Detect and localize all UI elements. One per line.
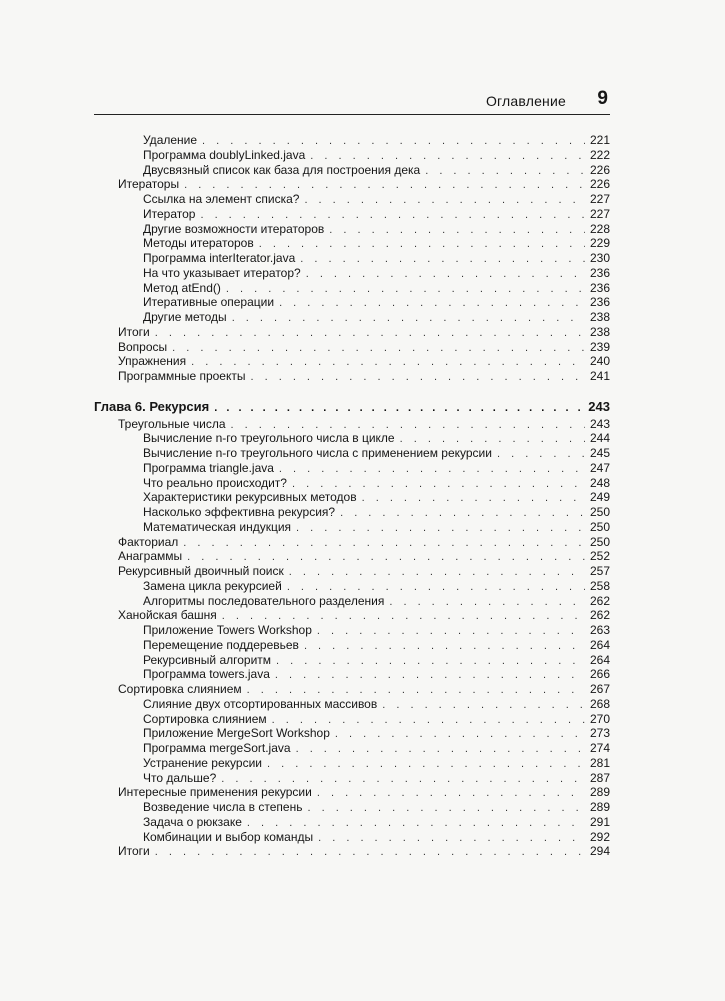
toc-entry bbox=[143, 623, 610, 638]
toc-entry-title: Слияние двух отсортированных массивов bbox=[143, 697, 378, 711]
header-title: Оглавление bbox=[485, 93, 566, 109]
toc-entry-title: Устранение рекурсии bbox=[143, 756, 262, 770]
toc-entry-page: 221 bbox=[589, 133, 610, 147]
dot-leader bbox=[232, 311, 585, 325]
toc-entry bbox=[143, 594, 610, 609]
toc-chapter bbox=[94, 400, 610, 415]
dot-leader bbox=[317, 624, 585, 638]
dot-leader bbox=[329, 223, 585, 237]
toc-entry-page: 236 bbox=[589, 266, 610, 280]
toc-entry bbox=[143, 579, 610, 594]
toc-entry-page: 250 bbox=[589, 535, 610, 549]
dot-leader bbox=[389, 595, 585, 609]
toc-entry-page: 274 bbox=[589, 741, 610, 755]
toc-entry bbox=[143, 163, 610, 178]
dot-leader bbox=[259, 237, 585, 251]
dot-leader bbox=[250, 370, 584, 384]
dot-leader bbox=[155, 326, 585, 340]
dot-leader bbox=[222, 609, 585, 623]
toc-entry-page: 228 bbox=[589, 222, 610, 236]
dot-leader bbox=[306, 267, 585, 281]
dot-leader bbox=[202, 134, 585, 148]
dot-leader bbox=[304, 193, 585, 207]
toc-entry bbox=[118, 549, 610, 564]
toc-entry-page: 252 bbox=[589, 549, 610, 563]
toc-entry-page: 291 bbox=[589, 815, 610, 829]
dot-leader bbox=[200, 208, 585, 222]
toc-entry-title: Итоги bbox=[118, 844, 150, 858]
dot-leader bbox=[279, 462, 585, 476]
toc-entry-title: Упражнения bbox=[118, 354, 187, 368]
toc-entry bbox=[143, 830, 610, 845]
toc-entry-page: 264 bbox=[589, 638, 610, 652]
toc-entry bbox=[143, 476, 610, 491]
toc-entry-title: Насколько эффективна рекурсия? bbox=[143, 505, 336, 519]
dot-leader bbox=[247, 816, 585, 830]
dot-leader bbox=[272, 713, 585, 727]
toc-entry-title: Приложение Towers Workshop bbox=[143, 623, 312, 637]
toc-entry-title: Программа towers.java bbox=[143, 667, 270, 681]
dot-leader bbox=[307, 801, 585, 815]
toc-entry-page: 289 bbox=[589, 800, 610, 814]
toc-entry bbox=[143, 207, 610, 222]
toc-entry-page: 244 bbox=[589, 431, 610, 445]
dot-leader bbox=[296, 742, 585, 756]
toc-entry bbox=[143, 712, 610, 727]
dot-leader bbox=[231, 418, 585, 432]
toc-entry bbox=[143, 461, 610, 476]
toc-entry-title: Программа triangle.java bbox=[143, 461, 274, 475]
toc-entry bbox=[118, 844, 610, 859]
toc-entry-title: Другие методы bbox=[143, 310, 227, 324]
toc-entry-page: 250 bbox=[589, 505, 610, 519]
toc-entry-page: 240 bbox=[589, 354, 610, 368]
toc-entry bbox=[143, 148, 610, 163]
toc-entry bbox=[143, 251, 610, 266]
toc-entry-title: Задача о рюкзаке bbox=[143, 815, 242, 829]
toc-entry-title: Программа doublyLinked.java bbox=[143, 148, 306, 162]
toc-entry-page: 250 bbox=[589, 520, 610, 534]
toc-entry-page: 243 bbox=[588, 399, 610, 414]
toc-entry-page: 294 bbox=[589, 844, 610, 858]
dot-leader bbox=[276, 654, 585, 668]
dot-leader bbox=[191, 355, 585, 369]
toc-entry bbox=[118, 785, 610, 800]
dot-leader bbox=[267, 757, 585, 771]
toc-entry-page: 262 bbox=[589, 594, 610, 608]
toc-entry bbox=[118, 682, 610, 697]
toc-entry bbox=[143, 771, 610, 786]
dot-leader bbox=[289, 565, 585, 579]
toc-entry-title: Анаграммы bbox=[118, 549, 183, 563]
toc-entry-title: Ссылка на элемент списка? bbox=[143, 192, 300, 206]
toc-entry-page: 243 bbox=[589, 417, 610, 431]
toc-entry-title: Удаление bbox=[143, 133, 198, 147]
toc-entry-page: 248 bbox=[589, 476, 610, 490]
toc-entry-title: Комбинации и выбор команды bbox=[143, 830, 314, 844]
header-page-number: 9 bbox=[597, 88, 608, 109]
toc-entry-title: Что дальше? bbox=[143, 771, 217, 785]
toc-entry-title: Вычисление n-го треугольного числа в цикле bbox=[143, 431, 395, 445]
dot-leader bbox=[226, 282, 585, 296]
toc-entry bbox=[118, 325, 610, 340]
dot-leader bbox=[221, 772, 585, 786]
toc-entry-page: 238 bbox=[589, 325, 610, 339]
toc-entry bbox=[143, 505, 610, 520]
toc-entry-title: Вопросы bbox=[118, 340, 168, 354]
toc-entry-page: 257 bbox=[589, 564, 610, 578]
dot-leader bbox=[214, 401, 583, 415]
dot-leader bbox=[382, 698, 585, 712]
toc-entry bbox=[143, 815, 610, 830]
toc-entry bbox=[118, 564, 610, 579]
toc-entry bbox=[143, 520, 610, 535]
toc-entry-page: 281 bbox=[589, 756, 610, 770]
toc-entry bbox=[143, 756, 610, 771]
dot-leader bbox=[340, 506, 585, 520]
toc-entry-title: Замена цикла рекурсией bbox=[143, 579, 282, 593]
toc-entry bbox=[143, 726, 610, 741]
toc-entry-title: Рекурсивный алгоритм bbox=[143, 653, 272, 667]
toc-entry-page: 239 bbox=[589, 340, 610, 354]
dot-leader bbox=[300, 252, 585, 266]
toc-entry bbox=[143, 697, 610, 712]
toc-entry bbox=[143, 446, 610, 461]
toc-entry-page: 245 bbox=[589, 446, 610, 460]
toc-entry bbox=[118, 608, 610, 623]
toc-entry-page: 292 bbox=[589, 830, 610, 844]
toc-entry bbox=[143, 281, 610, 296]
running-header bbox=[94, 88, 610, 115]
toc-entry-page: 266 bbox=[589, 667, 610, 681]
toc-entry-page: 230 bbox=[589, 251, 610, 265]
toc-entry-title: Метод atEnd() bbox=[143, 281, 221, 295]
toc-entry-page: 226 bbox=[589, 177, 610, 191]
dot-leader bbox=[187, 550, 585, 564]
toc-entry-page: 227 bbox=[589, 192, 610, 206]
dot-leader bbox=[317, 786, 585, 800]
dot-leader bbox=[304, 639, 585, 653]
dot-leader bbox=[497, 447, 585, 461]
toc-entry bbox=[118, 369, 610, 384]
toc-entry-title: Итоги bbox=[118, 325, 150, 339]
toc-entry bbox=[143, 133, 610, 148]
toc-entry-title: Перемещение поддеревьев bbox=[143, 638, 299, 652]
toc-entry-title: Программа mergeSort.java bbox=[143, 741, 291, 755]
toc-entry bbox=[143, 192, 610, 207]
dot-leader bbox=[183, 536, 585, 550]
toc-entry-title: Программные проекты bbox=[118, 369, 246, 383]
toc-entry-title: На что указывает итератор? bbox=[143, 266, 301, 280]
toc-entry-title: Факториал bbox=[118, 535, 179, 549]
toc-entry-title: Интересные применения рекурсии bbox=[118, 785, 312, 799]
dot-leader bbox=[155, 845, 585, 859]
toc-entry-page: 267 bbox=[589, 682, 610, 696]
toc-entry-page: 236 bbox=[589, 281, 610, 295]
toc-entry-title: Приложение MergeSort Workshop bbox=[143, 726, 330, 740]
toc-entry-page: 264 bbox=[589, 653, 610, 667]
dot-leader bbox=[425, 164, 585, 178]
dot-leader bbox=[335, 727, 585, 741]
toc-entry-title: Другие возможности итераторов bbox=[143, 222, 325, 236]
toc-entry bbox=[118, 417, 610, 432]
dot-leader bbox=[172, 341, 585, 355]
dot-leader bbox=[400, 432, 585, 446]
toc-entry-page: 236 bbox=[589, 295, 610, 309]
toc-entry bbox=[143, 667, 610, 682]
toc-entry-page: 241 bbox=[589, 369, 610, 383]
toc-entry bbox=[118, 535, 610, 550]
toc-entry-page: 229 bbox=[589, 236, 610, 250]
dot-leader bbox=[362, 491, 585, 505]
dot-leader bbox=[310, 149, 585, 163]
toc-entry bbox=[118, 177, 610, 192]
toc-entry-page: 287 bbox=[589, 771, 610, 785]
toc-entry-title: Методы итераторов bbox=[143, 236, 254, 250]
toc-entry-title: Итератор bbox=[143, 207, 196, 221]
toc-entry bbox=[143, 266, 610, 281]
toc-entry bbox=[143, 741, 610, 756]
toc-entry-title: Глава 6. Рекурсия bbox=[94, 399, 210, 414]
dot-leader bbox=[184, 178, 585, 192]
toc-entry-page: 226 bbox=[589, 163, 610, 177]
toc-entry bbox=[118, 354, 610, 369]
dot-leader bbox=[296, 521, 585, 535]
dot-leader bbox=[287, 580, 585, 594]
toc-entry-page: 263 bbox=[589, 623, 610, 637]
toc-entry bbox=[143, 310, 610, 325]
toc-entry bbox=[143, 653, 610, 668]
dot-leader bbox=[318, 831, 585, 845]
toc-entry bbox=[143, 431, 610, 446]
toc-entry-page: 268 bbox=[589, 697, 610, 711]
toc-entry-title: Характеристики рекурсивных методов bbox=[143, 490, 357, 504]
toc-entry bbox=[143, 236, 610, 251]
toc-entry-title: Программа interIterator.java bbox=[143, 251, 296, 265]
toc-entry bbox=[143, 638, 610, 653]
toc-entry-page: 249 bbox=[589, 490, 610, 504]
toc-entry bbox=[143, 490, 610, 505]
toc-entry-title: Алгоритмы последовательного разделения bbox=[143, 594, 385, 608]
toc-entry-title: Сортировка слиянием bbox=[143, 712, 267, 726]
toc-entry-page: 247 bbox=[589, 461, 610, 475]
toc-entry-page: 222 bbox=[589, 148, 610, 162]
toc-entry-page: 238 bbox=[589, 310, 610, 324]
dot-leader bbox=[292, 477, 585, 491]
toc-entry-page: 289 bbox=[589, 785, 610, 799]
dot-leader bbox=[247, 683, 585, 697]
toc-entry-title: Сортировка слиянием bbox=[118, 682, 242, 696]
toc-entry-title: Ханойская башня bbox=[118, 608, 217, 622]
toc-entry-page: 273 bbox=[589, 726, 610, 740]
toc-entry bbox=[143, 800, 610, 815]
toc-entry-page: 262 bbox=[589, 608, 610, 622]
toc-entry-title: Треугольные числа bbox=[118, 417, 226, 431]
dot-leader bbox=[279, 296, 585, 310]
toc-entry-title: Вычисление n-го треугольного числа с применением рекурсии bbox=[143, 446, 492, 460]
toc-entry-title: Итераторы bbox=[118, 177, 180, 191]
dot-leader bbox=[275, 668, 585, 682]
toc-entry bbox=[118, 340, 610, 355]
toc-entry-page: 270 bbox=[589, 712, 610, 726]
toc-entry-title: Двусвязный список как база для построения дека bbox=[143, 163, 421, 177]
toc-entry-title: Математическая индукция bbox=[143, 520, 292, 534]
toc-entry-page: 227 bbox=[589, 207, 610, 221]
toc-entry-title: Рекурсивный двоичный поиск bbox=[118, 564, 284, 578]
toc-entry-title: Что реально происходит? bbox=[143, 476, 287, 490]
toc-entry-page: 258 bbox=[589, 579, 610, 593]
toc-entry-title: Итеративные операции bbox=[143, 295, 275, 309]
toc-entry-title: Возведение числа в степень bbox=[143, 800, 303, 814]
toc-entry bbox=[143, 295, 610, 310]
toc-entry bbox=[143, 222, 610, 237]
